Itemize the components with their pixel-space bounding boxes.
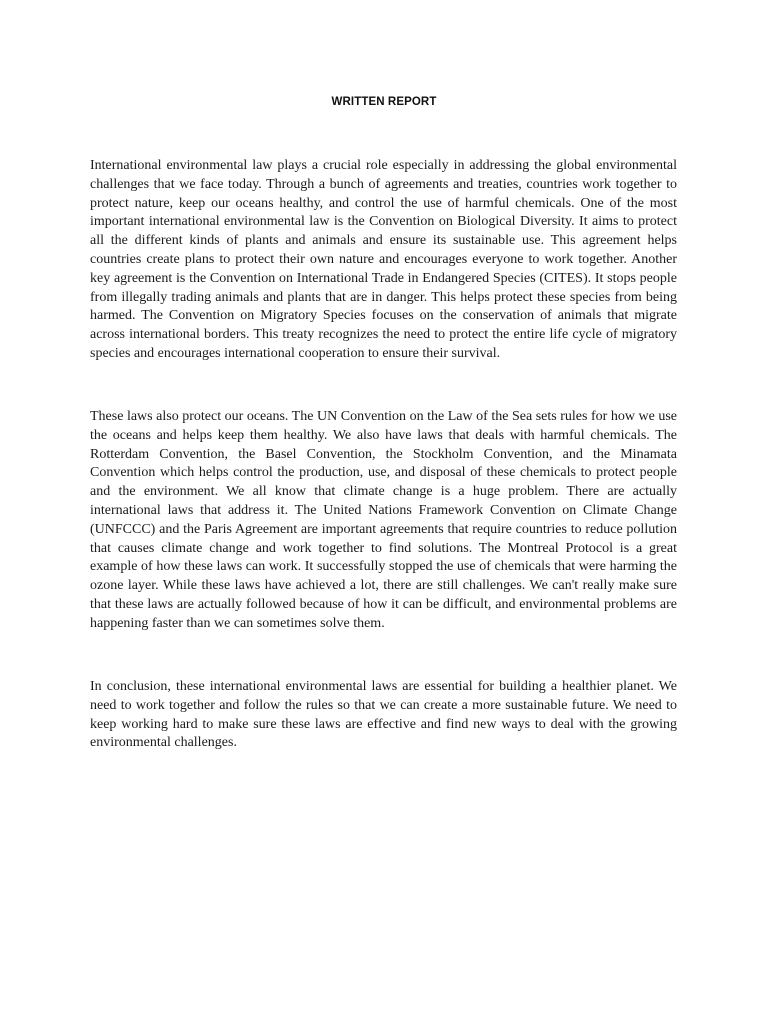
paragraph-body: These laws also protect our oceans. The UN Convention on the Law of the Sea sets rules for how we use the oceans and helps keep them healthy. We also have laws that deals with harmful chemicals. The Rotterdam Convention, the Basel Convention, the Stockholm Convention, and the Minamata Convention which helps control the production, use, and disposal of these chemicals to protect people and the environment. We all know that climate change is a huge problem. There are actually international laws that address it. The United Nations Framework Convention on Climate Change (UNFCCC) and the Paris Agreement are important agreements that require countries to reduce pollution that causes climate change and work together to find solutions. The Montreal Protocol is a great example of how these laws can work. It successfully stopped the use of chemicals that were harming the ozone layer. While these laws have achieved a lot, there are still challenges. We can't really make sure that these laws are actually followed because of how it can be difficult, and environmental problems are happening faster than we can sometimes solve them.	[90, 409, 677, 631]
document-title: WRITTEN REPORT	[331, 96, 437, 108]
paragraph-conclusion: In conclusion, these international environmental laws are essential for building a healthier planet. We need to work together and follow the rules so that we can create a more sustainable future. We need to keep working hard to make sure these laws are effective and find new ways to deal with the growing environmental challenges.	[90, 679, 677, 751]
paragraph-intro: International environmental law plays a crucial role especially in addressing the global environmental challenges that we face today. Through a bunch of agreements and treaties, countries work together to protect nature, keep our oceans healthy, and control the use of harmful chemicals. One of the most important international environmental law is the Convention on Biological Diversity. It aims to protect all the different kinds of plants and animals and ensure its sustainable use. This agreement helps countries create plans to protect their own nature and encourages everyone to work together. Another key agreement is the Convention on International Trade in Endangered Species (CITES). It stops people from illegally trading animals and plants that are in danger. This helps protect these species from being harmed. The Convention on Migratory Species focuses on the conservation of animals that migrate across international borders. This treaty recognizes the need to protect the entire life cycle of migratory species and encourages international cooperation to ensure their survival.	[90, 158, 677, 361]
